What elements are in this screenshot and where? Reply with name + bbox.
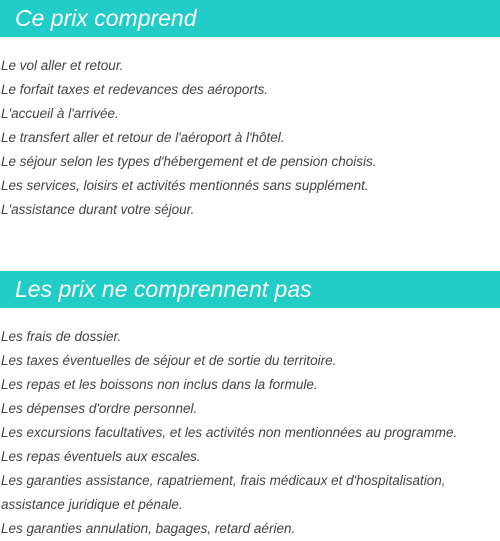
included-item: L'accueil à l'arrivée. [1, 106, 119, 121]
included-item: Le forfait taxes et redevances des aéroports. [1, 82, 269, 97]
excluded-item: Les frais de dossier. [1, 329, 122, 344]
excluded-item: Les dépenses d'ordre personnel. [1, 401, 198, 416]
included-item: Les services, loisirs et activités mentionnés sans supplément. [1, 178, 369, 193]
excluded-item: Les garanties assistance, rapatriement, frais médicaux et d'hospitalisation, [1, 473, 446, 488]
included-item: Le vol aller et retour. [1, 58, 124, 73]
excluded-item: Les repas et les boissons non inclus dans la formule. [1, 377, 318, 392]
excluded-item: Les repas éventuels aux escales. [1, 449, 201, 464]
section-header-included: Ce prix comprend [0, 0, 500, 37]
excluded-items-list [1, 325, 500, 541]
excluded-item: Les garanties annulation, bagages, retard aérien. [1, 521, 296, 536]
excluded-item: assistance juridique et pénale. [1, 497, 183, 512]
section-header-excluded: Les prix ne comprennent pas [0, 271, 500, 308]
included-items-list [1, 54, 500, 222]
included-item: L'assistance durant votre séjour. [1, 202, 195, 217]
included-item: Le transfert aller et retour de l'aéroport à l'hôtel. [1, 130, 285, 145]
excluded-item: Les excursions facultatives, et les activités non mentionnées au programme. [1, 425, 458, 440]
excluded-item: Les taxes éventuelles de séjour et de sortie du territoire. [1, 353, 337, 368]
included-item: Le séjour selon les types d'hébergement et de pension choisis. [1, 154, 377, 169]
